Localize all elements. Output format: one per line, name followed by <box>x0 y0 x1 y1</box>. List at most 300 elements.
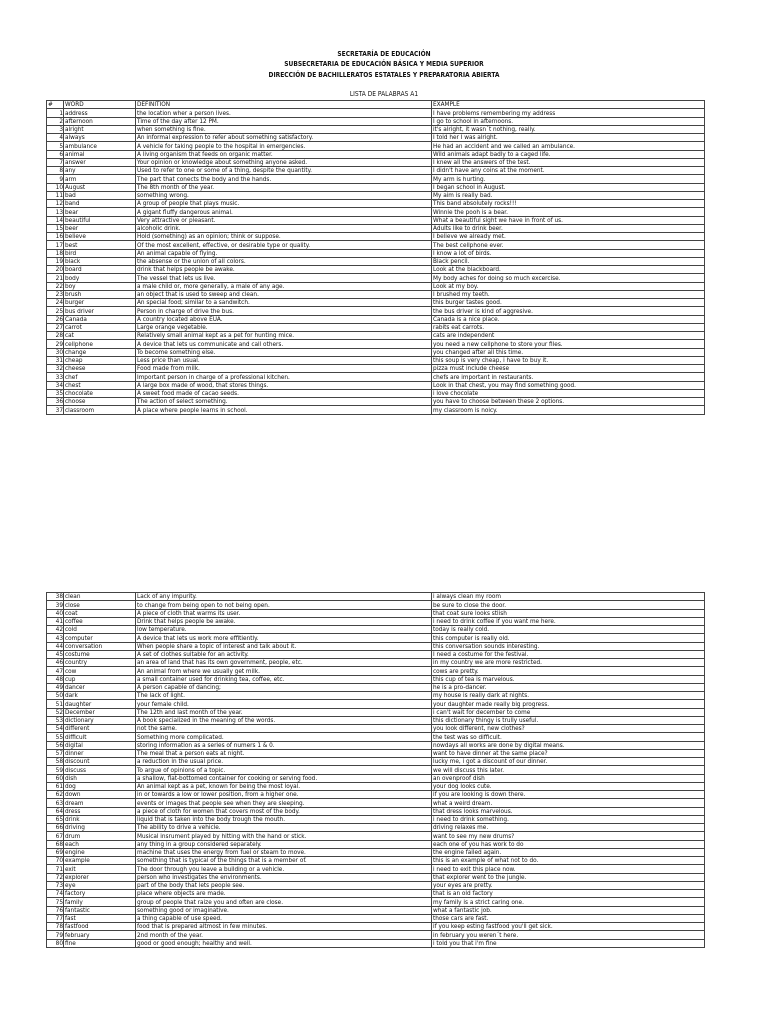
row-number: 49 <box>47 683 64 691</box>
table-row <box>47 315 705 323</box>
row-word: down <box>64 791 136 799</box>
row-example: if you keep esting fastfood you'll get sick. <box>432 923 705 931</box>
row-example: in february you weren´t here. <box>432 931 705 939</box>
row-example: this cup of tea is marvelous. <box>432 675 705 683</box>
table-row <box>47 683 705 691</box>
table-row <box>47 749 705 757</box>
row-number: 33 <box>47 373 64 381</box>
row-number: 25 <box>47 307 64 315</box>
row-example: the engine failed again. <box>432 848 705 856</box>
row-word: february <box>64 931 136 939</box>
table-row <box>47 898 705 906</box>
table-row <box>47 601 705 609</box>
row-number: 3 <box>47 125 64 133</box>
row-definition: an object that is used to sweep and clean. <box>136 290 432 298</box>
row-word: black <box>64 257 136 265</box>
row-definition: The part that conects the body and the hands. <box>136 175 432 183</box>
row-word: dancer <box>64 683 136 691</box>
row-word: country <box>64 659 136 667</box>
row-number: 70 <box>47 857 64 865</box>
row-number: 24 <box>47 299 64 307</box>
row-definition: Drink that helps people be awake. <box>136 617 432 625</box>
row-number: 23 <box>47 290 64 298</box>
row-example: Look at the blackboard. <box>432 266 705 274</box>
row-word: bad <box>64 191 136 199</box>
row-word: arm <box>64 175 136 183</box>
row-number: 67 <box>47 832 64 840</box>
row-example: you have to choose between these 2 options. <box>432 398 705 406</box>
row-word: bear <box>64 208 136 216</box>
table-row <box>47 774 705 782</box>
row-number: 43 <box>47 634 64 642</box>
row-number: 6 <box>47 150 64 158</box>
table-row <box>47 348 705 356</box>
table-row <box>47 667 705 675</box>
row-example: that is an old factory <box>432 890 705 898</box>
row-example: lucky me, i got a discount of our dinner. <box>432 758 705 766</box>
row-word: Canada <box>64 315 136 323</box>
row-definition: An informal expression to refer about something satisfactory. <box>136 134 432 142</box>
row-definition: To argue of opinions of a topic. <box>136 766 432 774</box>
table-row <box>47 249 705 257</box>
row-example: I know a lot of birds. <box>432 249 705 257</box>
row-example: this is an example of what not to do. <box>432 857 705 865</box>
row-definition: your female child. <box>136 700 432 708</box>
row-word: drum <box>64 832 136 840</box>
row-number: 44 <box>47 642 64 650</box>
row-number: 54 <box>47 725 64 733</box>
row-number: 38 <box>47 593 64 601</box>
row-number: 51 <box>47 700 64 708</box>
row-example: it's alright, it wasn´t nothing, really. <box>432 125 705 133</box>
row-definition: part of the body that lets people see. <box>136 881 432 889</box>
row-definition: group of people that raize you and often are close. <box>136 898 432 906</box>
row-example: want to see my new drums? <box>432 832 705 840</box>
table-row <box>47 109 705 117</box>
word-table-section-1 <box>46 100 705 415</box>
row-word: animal <box>64 150 136 158</box>
row-example: Winnie the pooh is a bear. <box>432 208 705 216</box>
row-definition: a small container used for drinking tea, coffee, etc. <box>136 675 432 683</box>
row-definition: A set of clothes suitable for an activity. <box>136 650 432 658</box>
row-word: believe <box>64 233 136 241</box>
table-row <box>47 356 705 364</box>
row-definition: An animal from where we usually get milk. <box>136 667 432 675</box>
table-row <box>47 373 705 381</box>
table-row <box>47 824 705 832</box>
row-example: what a fantastic job. <box>432 906 705 914</box>
row-definition: A vehicle for taking people to the hospital in emergencies. <box>136 142 432 150</box>
row-definition: place where objects are made. <box>136 890 432 898</box>
table-row <box>47 873 705 881</box>
row-word: costume <box>64 650 136 658</box>
row-word: coffee <box>64 617 136 625</box>
table-row <box>47 609 705 617</box>
row-number: 45 <box>47 650 64 658</box>
row-definition: An special food; similar to a sandwitch. <box>136 299 432 307</box>
row-number: 68 <box>47 840 64 848</box>
row-number: 65 <box>47 815 64 823</box>
table-row <box>47 914 705 922</box>
row-word: body <box>64 274 136 282</box>
row-definition: Relatively small animal kept as a pet for hunting mice. <box>136 332 432 340</box>
row-definition: a reduction in the usual price. <box>136 758 432 766</box>
row-example: nowdays all works are done by digital means. <box>432 741 705 749</box>
row-example: rabits eat carrots. <box>432 323 705 331</box>
table-row <box>47 807 705 815</box>
row-example: Look in that chest, you may find something good. <box>432 381 705 389</box>
table-row <box>47 125 705 133</box>
row-word: different <box>64 725 136 733</box>
row-definition: Time of the day after 12 PM. <box>136 117 432 125</box>
row-number: 55 <box>47 733 64 741</box>
table-row <box>47 593 705 601</box>
row-word: bus driver <box>64 307 136 315</box>
row-number: 30 <box>47 348 64 356</box>
table-row <box>47 257 705 265</box>
column-header-word: WORD <box>64 101 136 109</box>
row-definition: The meal that a person eats at night. <box>136 749 432 757</box>
row-example: you need a new cellphone to store your files. <box>432 340 705 348</box>
table-row <box>47 406 705 414</box>
table-row <box>47 241 705 249</box>
row-number: 46 <box>47 659 64 667</box>
table-row <box>47 766 705 774</box>
table-row <box>47 782 705 790</box>
table-row <box>47 274 705 282</box>
table-row <box>47 340 705 348</box>
row-word: clean <box>64 593 136 601</box>
row-definition: A book specialized in the meaning of the words. <box>136 716 432 724</box>
row-example: an ovenproof dish <box>432 774 705 782</box>
row-example: i love chocolate <box>432 389 705 397</box>
table-row <box>47 791 705 799</box>
row-definition: A country located above EUA. <box>136 315 432 323</box>
row-number: 73 <box>47 881 64 889</box>
row-definition: A sweet food made of cacao seeds. <box>136 389 432 397</box>
row-number: 66 <box>47 824 64 832</box>
row-word: fine <box>64 939 136 947</box>
row-definition: something wrong. <box>136 191 432 199</box>
table-row <box>47 692 705 700</box>
row-number: 14 <box>47 216 64 224</box>
row-number: 28 <box>47 332 64 340</box>
row-definition: storing information as a series of numers 1 & 0. <box>136 741 432 749</box>
table-row <box>47 150 705 158</box>
row-word: close <box>64 601 136 609</box>
row-example: I brushed my teeth. <box>432 290 705 298</box>
column-header-definition: DEFINITION <box>136 101 432 109</box>
row-definition: Your opinion or knowledge about something anyone asked. <box>136 158 432 166</box>
column-header-number: # <box>47 101 64 109</box>
table-row <box>47 675 705 683</box>
table-row <box>47 840 705 848</box>
table-row <box>47 323 705 331</box>
row-example: The best cellphone ever. <box>432 241 705 249</box>
row-definition: When people share a topic of interest and talk about it. <box>136 642 432 650</box>
column-header-example: EXAMPLE <box>432 101 705 109</box>
row-number: 50 <box>47 692 64 700</box>
table-row <box>47 191 705 199</box>
row-number: 63 <box>47 799 64 807</box>
row-example: Black pencil. <box>432 257 705 265</box>
row-word: coat <box>64 609 136 617</box>
row-definition: An animal kept as a pet, known for being the most loyal. <box>136 782 432 790</box>
row-definition: liquid that is taken into the body trough the mouth. <box>136 815 432 823</box>
row-word: alright <box>64 125 136 133</box>
row-example: this dictionary thingy is trully useful. <box>432 716 705 724</box>
row-word: fast <box>64 914 136 922</box>
table-row <box>47 815 705 823</box>
row-definition: in or towards a low or lower position, from a higher one. <box>136 791 432 799</box>
row-example: i told you that i'm fine <box>432 939 705 947</box>
row-number: 80 <box>47 939 64 947</box>
row-definition: the location wher a person lives. <box>136 109 432 117</box>
row-number: 48 <box>47 675 64 683</box>
row-example: in my country we are more restricted. <box>432 659 705 667</box>
row-word: cellphone <box>64 340 136 348</box>
row-number: 62 <box>47 791 64 799</box>
row-word: each <box>64 840 136 848</box>
row-number: 76 <box>47 906 64 914</box>
row-definition: A living organism that feeds on organic matter. <box>136 150 432 158</box>
table-row <box>47 700 705 708</box>
row-number: 74 <box>47 890 64 898</box>
row-word: afternoon <box>64 117 136 125</box>
row-word: fantastic <box>64 906 136 914</box>
row-word: address <box>64 109 136 117</box>
row-example: i need to drink coffee if you want me here. <box>432 617 705 625</box>
row-example: this burger tastes good. <box>432 299 705 307</box>
row-number: 56 <box>47 741 64 749</box>
row-definition: The ability to drive a vehicle. <box>136 824 432 832</box>
table-row <box>47 233 705 241</box>
row-word: discount <box>64 758 136 766</box>
row-number: 8 <box>47 167 64 175</box>
row-example: this conversation sounds interesting. <box>432 642 705 650</box>
row-word: cheap <box>64 356 136 364</box>
row-word: December <box>64 708 136 716</box>
table-row <box>47 865 705 873</box>
row-definition: Something more complicated. <box>136 733 432 741</box>
row-example: we will discuss this later. <box>432 766 705 774</box>
table-row <box>47 299 705 307</box>
table-row <box>47 117 705 125</box>
row-word: computer <box>64 634 136 642</box>
row-word: boy <box>64 282 136 290</box>
row-example: pizza must include cheese <box>432 365 705 373</box>
row-number: 12 <box>47 200 64 208</box>
table-row <box>47 158 705 166</box>
row-definition: a thing capable of use speed. <box>136 914 432 922</box>
row-number: 39 <box>47 601 64 609</box>
table-row <box>47 167 705 175</box>
row-word: family <box>64 898 136 906</box>
row-definition: Food made from milk. <box>136 365 432 373</box>
row-number: 78 <box>47 923 64 931</box>
table-row <box>47 332 705 340</box>
row-word: chest <box>64 381 136 389</box>
row-definition: drink that helps people be awake. <box>136 266 432 274</box>
row-example: my family is a strict caring one. <box>432 898 705 906</box>
row-definition: to change from being open to not being open. <box>136 601 432 609</box>
row-definition: food that is prepared altmost in few minutes. <box>136 923 432 931</box>
row-definition: a male child or, more generally, a male of any age. <box>136 282 432 290</box>
row-word: choose <box>64 398 136 406</box>
row-number: 64 <box>47 807 64 815</box>
row-definition: A gigant fluffy dangerous animal. <box>136 208 432 216</box>
row-word: dish <box>64 774 136 782</box>
row-number: 26 <box>47 315 64 323</box>
row-example: driving relaxes me. <box>432 824 705 832</box>
table-row <box>47 939 705 947</box>
row-definition: The 8th month of the year. <box>136 183 432 191</box>
row-word: cup <box>64 675 136 683</box>
row-word: ambulance <box>64 142 136 150</box>
table-row <box>47 224 705 232</box>
row-word: conversation <box>64 642 136 650</box>
row-example: I told her I was alright. <box>432 134 705 142</box>
row-example: Look at my boy. <box>432 282 705 290</box>
row-example: my classroom is noicy. <box>432 406 705 414</box>
row-definition: The action of select something. <box>136 398 432 406</box>
row-word: factory <box>64 890 136 898</box>
row-example: be sure to close the door. <box>432 601 705 609</box>
row-definition: good or good enough; healthy and well. <box>136 939 432 947</box>
row-word: August <box>64 183 136 191</box>
row-word: brush <box>64 290 136 298</box>
row-definition: Used to refer to one or some of a thing, despite the quantity. <box>136 167 432 175</box>
row-number: 29 <box>47 340 64 348</box>
row-number: 52 <box>47 708 64 716</box>
row-definition: The vessel that lets us live. <box>136 274 432 282</box>
row-example: Adults like to drink beer. <box>432 224 705 232</box>
row-example: I have problems remembering my address <box>432 109 705 117</box>
row-definition: machine that uses the energy from fuel or steam to move. <box>136 848 432 856</box>
row-definition: person who investigates the environments. <box>136 873 432 881</box>
row-example: this soup is very cheap, i have to buy it. <box>432 356 705 364</box>
table-row <box>47 282 705 290</box>
row-example: you changed after all this time. <box>432 348 705 356</box>
row-example: today is really cold. <box>432 626 705 634</box>
row-example: I need a costume for the festival. <box>432 650 705 658</box>
table-header-row <box>47 101 705 109</box>
row-word: dream <box>64 799 136 807</box>
row-number: 40 <box>47 609 64 617</box>
row-number: 17 <box>47 241 64 249</box>
row-word: any <box>64 167 136 175</box>
row-definition: when something is fine. <box>136 125 432 133</box>
row-definition: A person capable of dancing; <box>136 683 432 691</box>
table-row <box>47 741 705 749</box>
word-table-section-2 <box>46 592 705 948</box>
row-example: I go to school in afternoons. <box>432 117 705 125</box>
row-example: your dog looks cute. <box>432 782 705 790</box>
row-example: I believe we already met. <box>432 233 705 241</box>
row-definition: Lack of any impurity. <box>136 593 432 601</box>
row-definition: An animal capable of flying. <box>136 249 432 257</box>
row-definition: something good or imaginative. <box>136 906 432 914</box>
row-example: your eyes are pretty. <box>432 881 705 889</box>
row-definition: A device that lets us communicate and call others. <box>136 340 432 348</box>
row-number: 37 <box>47 406 64 414</box>
table-row <box>47 634 705 642</box>
table-row <box>47 200 705 208</box>
row-number: 71 <box>47 865 64 873</box>
row-example: Canada is a nice place. <box>432 315 705 323</box>
row-example: This band absolutely rocks!!! <box>432 200 705 208</box>
table-row <box>47 659 705 667</box>
table-row <box>47 208 705 216</box>
header-line-1: SECRETARÍA DE EDUCACIÓN <box>337 50 431 58</box>
row-word: cheese <box>64 365 136 373</box>
row-word: board <box>64 266 136 274</box>
row-number: 9 <box>47 175 64 183</box>
header-line-2: SUBSECRETARIA DE EDUCACIÓN BÁSICA Y MEDIA SUPERIOR <box>284 60 484 68</box>
row-definition: To become something else. <box>136 348 432 356</box>
row-number: 59 <box>47 766 64 774</box>
row-number: 69 <box>47 848 64 856</box>
row-definition: events or images that people see when they are sleeping. <box>136 799 432 807</box>
row-word: bird <box>64 249 136 257</box>
row-definition: a shallow, flat-bottomed container for cooking or serving food. <box>136 774 432 782</box>
table-row <box>47 650 705 658</box>
row-definition: A piece of cloth that warms its user. <box>136 609 432 617</box>
row-definition: The 12th and last month of the year. <box>136 708 432 716</box>
row-word: dress <box>64 807 136 815</box>
row-word: beer <box>64 224 136 232</box>
row-example: I knew all the answers of the test. <box>432 158 705 166</box>
row-definition: Hold (something) as an opinion; think or suppose. <box>136 233 432 241</box>
table-row <box>47 708 705 716</box>
row-definition: Less price than usual. <box>136 356 432 364</box>
row-definition: something that is typical of the things that is a member of. <box>136 857 432 865</box>
row-number: 32 <box>47 365 64 373</box>
row-example: i always clean my room <box>432 593 705 601</box>
row-number: 27 <box>47 323 64 331</box>
row-example: that coat sure looks stlish <box>432 609 705 617</box>
row-number: 47 <box>47 667 64 675</box>
row-example: that dress looks marvelous. <box>432 807 705 815</box>
row-example: My arm is hurting. <box>432 175 705 183</box>
row-example: cats are independent <box>432 332 705 340</box>
row-number: 35 <box>47 389 64 397</box>
row-definition: a piece of cloth for women that covers most of the body. <box>136 807 432 815</box>
row-word: answer <box>64 158 136 166</box>
row-number: 16 <box>47 233 64 241</box>
table-row <box>47 642 705 650</box>
table-row <box>47 307 705 315</box>
row-number: 31 <box>47 356 64 364</box>
table-row <box>47 848 705 856</box>
row-number: 20 <box>47 266 64 274</box>
row-number: 15 <box>47 224 64 232</box>
row-number: 75 <box>47 898 64 906</box>
row-word: exit <box>64 865 136 873</box>
row-example: your daughter made really big progress. <box>432 700 705 708</box>
table-row <box>47 365 705 373</box>
table-row <box>47 381 705 389</box>
table-row <box>47 890 705 898</box>
table-row <box>47 389 705 397</box>
row-number: 5 <box>47 142 64 150</box>
row-word: cold <box>64 626 136 634</box>
row-example: I began school in August. <box>432 183 705 191</box>
row-number: 19 <box>47 257 64 265</box>
row-number: 22 <box>47 282 64 290</box>
row-example: he is a pro-dancer. <box>432 683 705 691</box>
row-number: 2 <box>47 117 64 125</box>
